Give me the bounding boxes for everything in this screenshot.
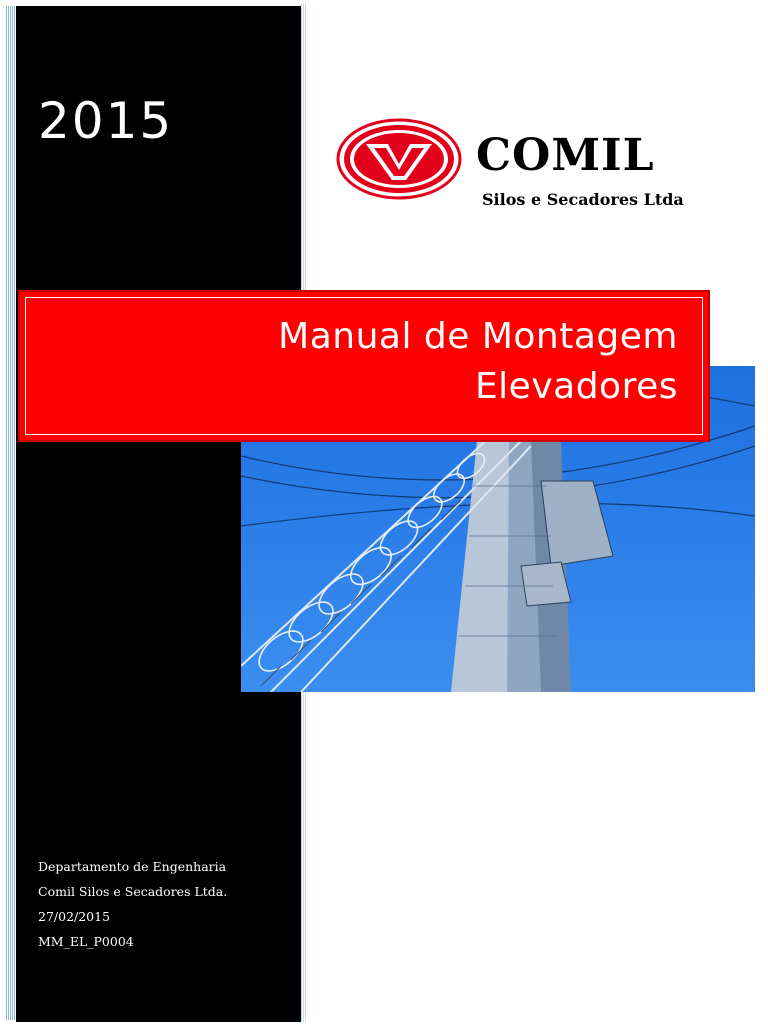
date-text: 27/02/2015 bbox=[38, 909, 111, 924]
left-border-rules bbox=[6, 6, 16, 1020]
document-info bbox=[38, 854, 227, 954]
document-title bbox=[278, 312, 678, 412]
logo-subtitle: Silos e Secadores Ltda bbox=[482, 190, 684, 209]
title-line-1: Manual de Montagem bbox=[278, 316, 678, 357]
document-code: MM_EL_P0004 bbox=[38, 934, 134, 949]
title-banner bbox=[18, 290, 710, 442]
comil-v-emblem-icon bbox=[336, 118, 462, 200]
logo-name: COMIL bbox=[476, 130, 655, 181]
company-logo bbox=[336, 118, 696, 208]
cover-year: 2015 bbox=[38, 92, 174, 150]
company-text: Comil Silos e Secadores Ltda. bbox=[38, 884, 228, 899]
title-line-2: Elevadores bbox=[474, 366, 678, 407]
department-text: Departamento de Engenharia bbox=[38, 859, 227, 874]
